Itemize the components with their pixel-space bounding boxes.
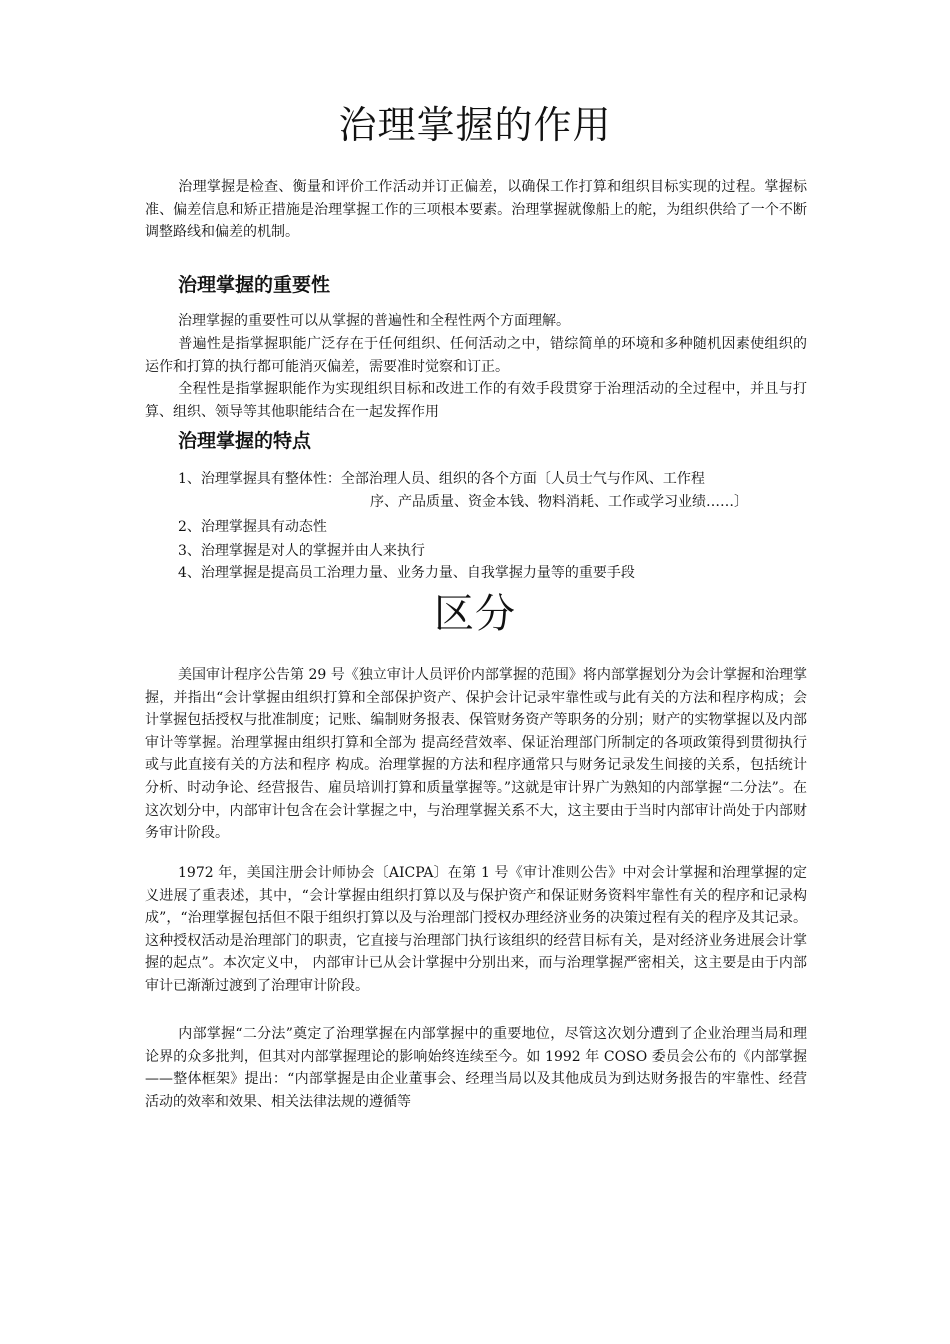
importance-paragraph-1: 治理掌握的重要性可以从掌握的普遍性和全程性两个方面理解。 xyxy=(178,313,570,329)
importance-paragraph-2: 普遍性是指掌握职能广泛存在于任何组织、任何活动之中，错综简单的环境和多种随机因素使组织的运作和打算的执行都可能消灭偏差，需要准时觉察和订正。 xyxy=(145,336,807,375)
feature-item-1: 1、治理掌握具有整体性：全部治理人员、组织的各个方面〔人员士气与作风、工作程 序、产品质量、资金本钱、物料消耗、工作或学习业绩……〕 xyxy=(178,471,748,510)
feature-item-3: 3、治理掌握是对人的掌握并由人来执行 xyxy=(178,543,425,559)
distinction-paragraph-3: 内部掌握“二分法”奠定了治理掌握在内部掌握中的重要地位，尽管这次划分遭到了企业治理当局和理论界的众多批判，但其对内部掌握理论的影响始终连续至今。如 1992 年 COSO 委员会公布的《内部掌握——整体框架》提出：“内部掌握是由企业董事会、经理当局以及其他成员为到达财务报告的牢靠性、经营活动的效率和效果、相关法律法规的遵循等 xyxy=(145,1026,807,1110)
features-heading: 治理掌握的特点 xyxy=(178,430,312,452)
importance-paragraph-3: 全程性是指掌握职能作为实现组织目标和改进工作的有效手段贯穿于治理活动的全过程中，并且与打算、组织、领导等其他职能结合在一起发挥作用 xyxy=(145,381,807,420)
distinction-paragraph-2: 1972 年，美国注册会计师协会〔AICPA〕在第 1 号《审计准则公告》中对会计掌握和治理掌握的定义进展了重表述，其中，“会计掌握由组织打算以及与保护资产和保证财务资料牢靠性有关的程序和记录构成”，“治理掌握包括但不限于组织打算以及与治理部门授权办理经济业务的决策过程有关的程序及其记录。这种授权活动是治理部门的职责，它直接与治理部门执行该组织的经营目标有关，是对经济业务进展会计掌握的起点”。本次定义中， 内部审计已从会计掌握中分别出来，而与治理掌握严密相关，这主要是由于内部审计已渐渐过渡到了治理审计阶段。 xyxy=(145,865,807,994)
distinction-paragraph-1: 美国审计程序公告第 29 号《独立审计人员评价内部掌握的范围》将内部掌握划分为会计掌握和治理掌握，并指出“会计掌握由组织打算和全部保护资产、保护会计记录牢靠性或与此有关的方法和程序构成；会计掌握包括授权与批准制度；记账、编制财务报表、保管财务资产等职务的分别；财产的实物掌握以及内部审计等掌握。治理掌握由组织打算和全部为 提高经营效率、保证治理部门所制定的各项政策得到贯彻执行或与此直接有关的方法和程序 构成。治理掌握的方法和程序通常只与财务记录发生间接的关系，包括统计分析、时动争论、经营报告、雇员培训打算和质量掌握等。”这就是审计界广为熟知的内部掌握“二分法”。在这次划分中，内部审计包含在会计掌握之中，与治理掌握关系不大，这主要由于当时内部审计尚处于内部财务审计阶段。 xyxy=(145,667,807,842)
page-title: 治理掌握的作用 xyxy=(338,103,612,147)
importance-heading: 治理掌握的重要性 xyxy=(178,274,331,296)
section-title-distinction: 区分 xyxy=(434,591,516,637)
intro-paragraph: 治理掌握是检查、衡量和评价工作活动并订正偏差，以确保工作打算和组织目标实现的过程。掌握标准、偏差信息和矫正措施是治理掌握工作的三项根本要素。治理掌握就像船上的舵，为组织供给了一个不断调整路线和偏差的机制。 xyxy=(145,179,807,241)
feature-item-2: 2、治理掌握具有动态性 xyxy=(178,519,327,535)
feature-item-4: 4、治理掌握是提高员工治理力量、业务力量、自我掌握力量等的重要手段 xyxy=(178,565,635,581)
